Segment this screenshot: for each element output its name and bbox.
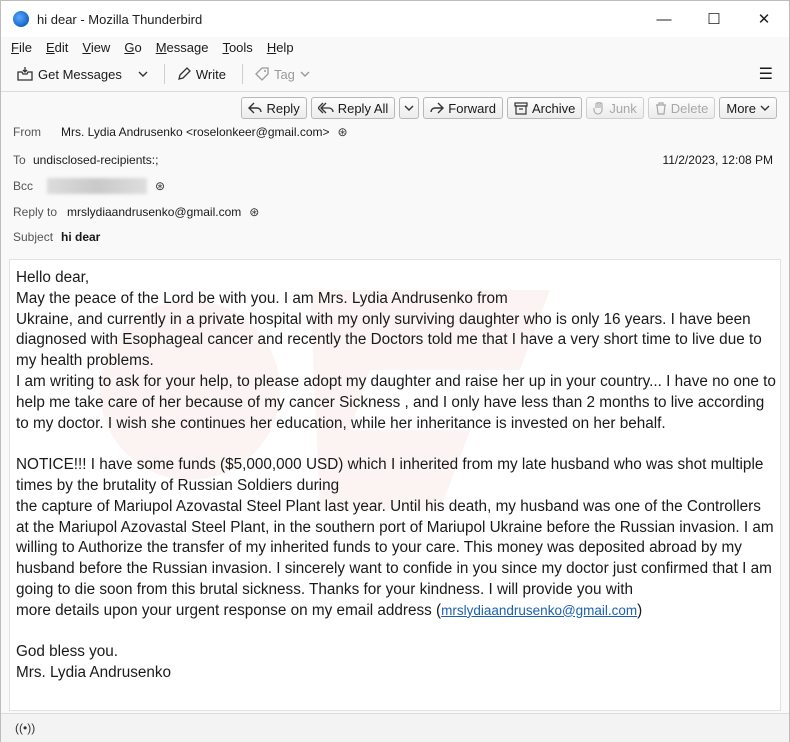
reply-button[interactable]: Reply [241,97,306,119]
junk-button[interactable]: Junk [586,97,643,119]
message-text [16,268,776,684]
main-toolbar [1,57,789,92]
body-paragraph: the capture of Mariupol Azovastal Steel Plant last year. Until his death, my husband was one of the Controllers at the Mariupol Azovastal Steel Plant, in the southern port of Mariupol Ukraine before the Russian invasion. I am willing to Authorize the transfer of my inherited funds to your care. This money was deposited abroad by my husband before the Russian invasion. I sincerely want to confide in you since my doctor just confirmed that I am going to die soon from this brutal sickness. Thanks for your kindness. I will provide you with [16,497,774,598]
reply-icon [248,102,262,114]
reply-to-value[interactable]: mrslydiaandrusenko@gmail.com [67,205,242,219]
write-button[interactable]: Write [171,63,232,86]
bcc-redacted-value [47,178,147,194]
body-line: May the peace of the Lord be with you. I am Mrs. Lydia Andrusenko from [16,289,508,307]
reply-all-dropdown[interactable] [399,97,419,119]
app-menu-icon[interactable]: ☰ [758,66,773,83]
minimize-button[interactable]: — [656,10,672,28]
bcc-row [13,178,165,194]
forward-button[interactable]: Forward [423,97,503,119]
archive-button[interactable]: Archive [507,97,582,119]
from-label: From [13,125,41,139]
menu-go[interactable]: Go [124,39,142,55]
menu-message[interactable]: Message [155,39,209,55]
get-messages-dropdown[interactable] [132,67,154,81]
radio-waves-icon[interactable]: ((•)) [15,721,36,735]
body-paragraph: I am writing to ask for your help, to please adopt my daughter and raise her up in your country... I have no one to help me take care of her because of my cancer Sickness , and I only have less than 2 months to live according to my doctor. I wish she continues her education, while her inheritance is invested on her behalf. [16,372,776,432]
menu-help[interactable]: Help [266,39,294,55]
title-bar [1,1,789,37]
body-paragraph: Ukraine, and currently in a private hospital with my only surviving daughter who is only 16 years. I have been diagnosed with Esophageal cancer and recently the Doctors told me that I have a very short time to live due to my health problems. [16,310,762,370]
body-paragraph: more details upon your urgent response on my email address (mrslydiaandrusenko@gmail.com) [16,601,643,619]
reply-to-row [13,205,259,219]
signature: Mrs. Lydia Andrusenko [16,664,172,682]
menu-view[interactable]: View [82,39,111,55]
delete-button[interactable]: Delete [648,97,716,119]
chevron-down-icon [300,71,310,77]
toolbar-divider [242,64,243,84]
menu-bar [1,37,789,57]
archive-icon [514,102,528,115]
junk-icon [593,102,605,115]
subject-value: hi dear [61,230,101,244]
more-button[interactable]: More [719,97,777,119]
subject-label: Subject [13,230,54,244]
message-body [9,259,781,711]
body-paragraph: NOTICE!!! I have some funds ($5,000,000 USD) which I inherited from my late husband who was shot multiple times by the brutality of Russian Soldiers during [16,456,764,494]
closing: God bless you. [16,643,119,661]
get-messages-button[interactable]: Get Messages [11,63,128,86]
chevron-down-icon [138,71,148,77]
message-header [9,93,781,257]
trash-icon [655,102,667,115]
forward-icon [430,102,444,114]
message-actions [241,97,777,119]
bcc-label: Bcc [13,179,34,193]
to-label: To [13,153,26,167]
reply-all-button[interactable]: Reply All [311,97,396,119]
reply-to-label: Reply to [13,205,58,219]
tag-button[interactable]: Tag [249,63,316,86]
contact-icon[interactable]: ⊛ [249,205,260,219]
menu-edit[interactable]: Edit [45,39,69,55]
greeting: Hello dear, [16,269,90,286]
from-row [13,125,348,139]
window-title: hi dear - Mozilla Thunderbird [37,11,203,27]
menu-file[interactable]: File [11,39,32,55]
to-row [13,153,158,167]
tag-icon [255,67,269,81]
email-link[interactable]: mrslydiaandrusenko@gmail.com [441,602,638,618]
subject-row [13,230,100,244]
toolbar-divider [164,64,165,84]
pencil-icon [177,67,191,81]
reply-all-icon [318,102,334,114]
from-value[interactable]: Mrs. Lydia Andrusenko <roselonkeer@gmail.com> [61,125,330,139]
chevron-down-icon [404,105,414,111]
maximize-button[interactable]: ☐ [707,11,721,28]
menu-tools[interactable]: Tools [222,39,253,55]
status-bar [1,713,789,742]
download-mail-icon [17,67,33,81]
contact-icon[interactable]: ⊛ [155,179,166,193]
contact-icon[interactable]: ⊛ [337,125,348,139]
to-value: undisclosed-recipients:; [33,153,159,167]
thunderbird-logo-icon [13,11,29,27]
close-button[interactable]: ✕ [757,11,771,28]
message-date: 11/2/2023, 12:08 PM [662,153,773,167]
chevron-down-icon [760,105,770,111]
